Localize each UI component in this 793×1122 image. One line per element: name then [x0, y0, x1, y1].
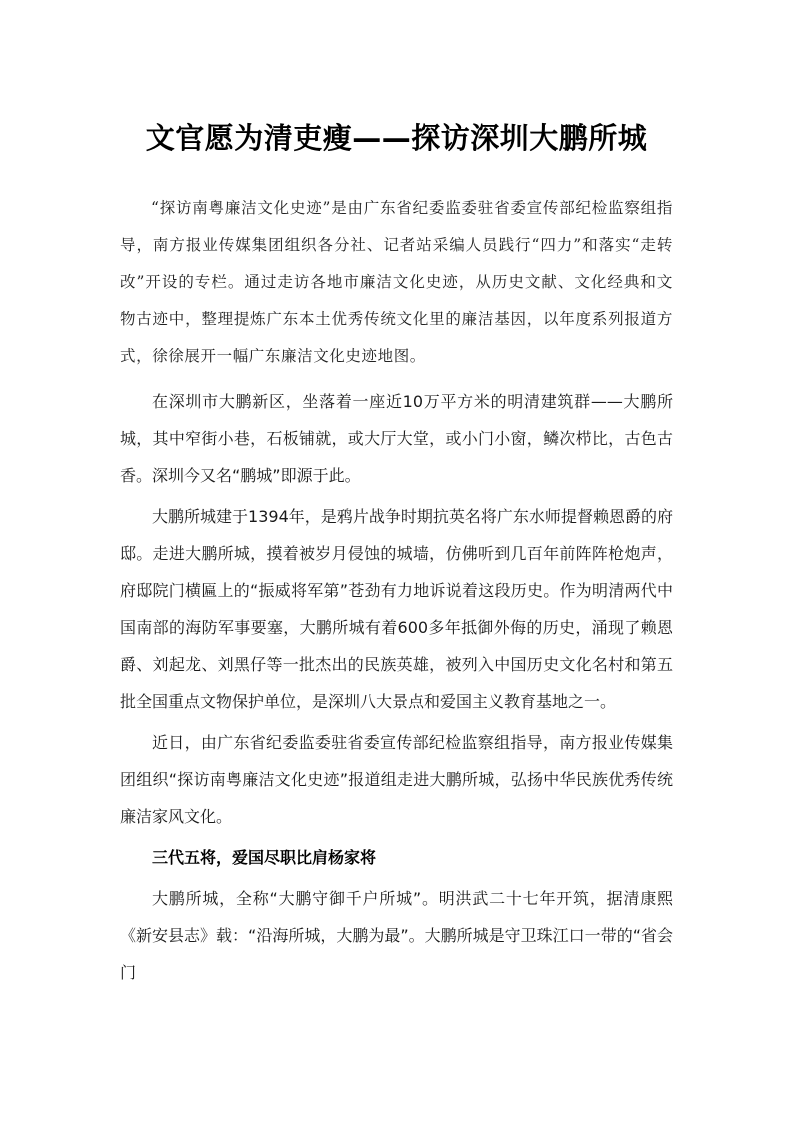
body-paragraph-3: 近日，由广东省纪委监委驻省委宣传部纪检监察组指导，南方报业传媒集团组织“探访南粤廉洁文化史迹”报道组走进大鹏所城，弘扬中华民族优秀传统廉洁家风文化。: [120, 733, 673, 826]
body-paragraph-1: 在深圳市大鹏新区，坐落着一座近10万平方米的明清建筑群——大鹏所城，其中窄街小巷，石板铺就，或大厅大堂，或小门小窗，鳞次栉比，古色古香。深圳今又名“鹏城”即源于此。: [120, 392, 673, 485]
body-paragraph-2: 大鹏所城建于1394年，是鸦片战争时期抗英名将广东水师提督赖恩爵的府邸。走进大鹏所城，摸着被岁月侵蚀的城墙，仿佛听到几百年前阵阵枪炮声，府邸院门横匾上的“振威将军第”苍劲有力地诉说着这段历史。作为明清两代中国南部的海防军事要塞，大鹏所城有着600多年抵御外侮的历史，涌现了赖恩爵、刘起龙、刘黑仔等一批杰出的民族英雄，被列入中国历史文化名村和第五批全国重点文物保护单位，是深圳八大景点和爱国主义教育基地之一。: [120, 507, 673, 711]
section-subheading: 三代五将，爱国尽职比肩杨家将: [152, 848, 377, 867]
body-paragraph-4: 大鹏所城，全称“大鹏守御千户所城”。明洪武二十七年开筑，据清康熙《新安县志》载：“沿海所城，大鹏为最”。大鹏所城是守卫珠江口一带的“省会门: [120, 889, 673, 982]
article-title: 文官愿为清吏瘦——探访深圳大鹏所城: [145, 121, 648, 155]
column-intro-paragraph: “探访南粤廉洁文化史迹”是由广东省纪委监委驻省委宣传部纪检监察组指导，南方报业传媒集团组织各分社、记者站采编人员践行“四力”和落实“走转改”开设的专栏。通过走访各地市廉洁文化史迹，从历史文献、文化经典和文物古迹中，整理提炼广东本土优秀传统文化里的廉洁基因，以年度系列报道方式，徐徐展开一幅广东廉洁文化史迹地图。: [120, 199, 673, 365]
